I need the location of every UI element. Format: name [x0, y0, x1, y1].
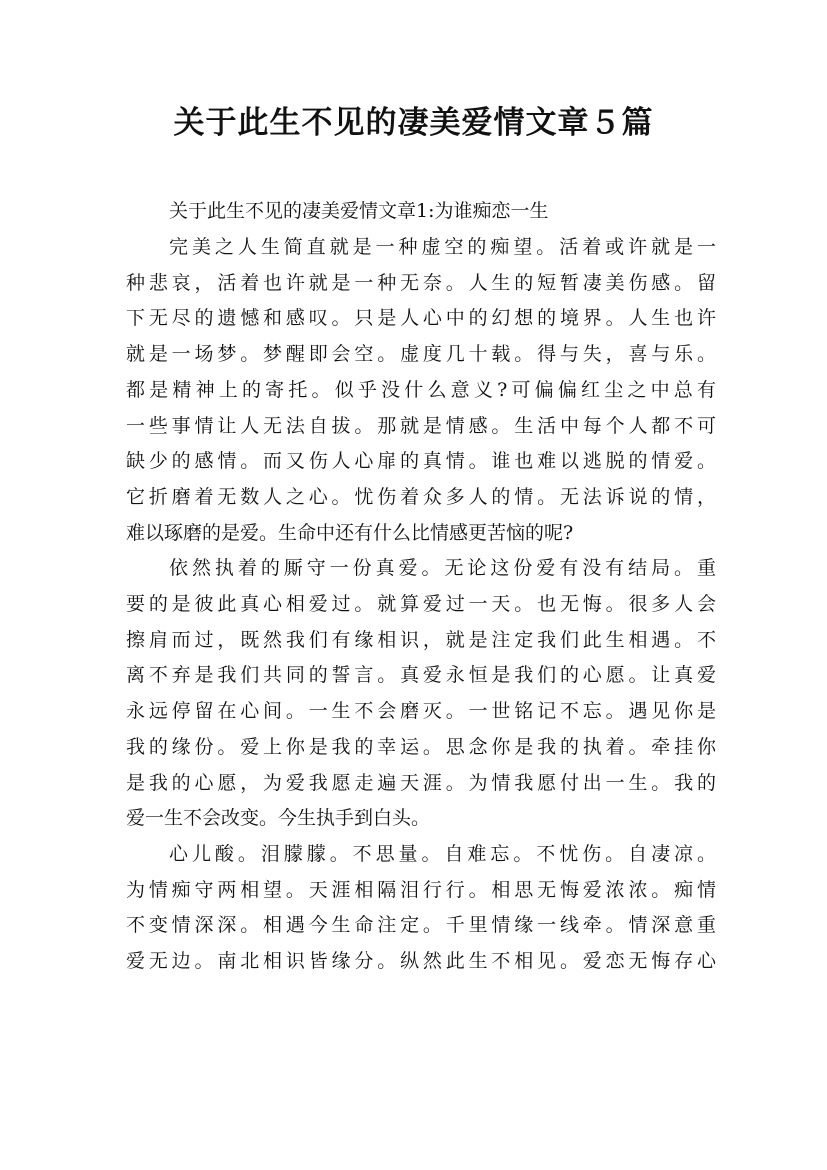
paragraph-line: 擦肩而过，既然我们有缘相识，就是注定我们此生相遇。不: [126, 628, 716, 651]
paragraph-line: 我的缘份。爱上你是我的幸运。思念你是我的执着。牵挂你: [126, 735, 716, 758]
document-body: [126, 192, 716, 980]
paragraph-line: 永远停留在心间。一生不会磨灭。一世铭记不忘。遇见你是: [126, 700, 716, 723]
paragraph-line: 缺少的感情。而又伤人心扉的真情。谁也难以逃脱的情爱。: [126, 450, 716, 473]
paragraph-2: [126, 551, 716, 837]
paragraph-line: 下无尽的遗憾和感叹。只是人心中的幻想的境界。人生也许: [126, 307, 716, 330]
paragraph-line: 依然执着的厮守一份真爱。无论这份爱有没有结局。重: [169, 557, 716, 580]
paragraph-3: [126, 837, 716, 980]
paragraph-line: 爱一生不会改变。今生执手到白头。: [126, 807, 431, 830]
paragraph-line: 它折磨着无数人之心。忧伤着众多人的情。无法诉说的情，: [126, 485, 716, 508]
paragraph-1: [126, 230, 716, 551]
document-title: 关于此生不见的凄美爱情文章５篇: [173, 105, 654, 141]
paragraph-line: 为情痴守两相望。天涯相隔泪行行。相思无悔爱浓浓。痴情: [126, 878, 716, 901]
paragraph-line: 爱无边。南北相识皆缘分。纵然此生不相见。爱恋无悔存心: [126, 950, 716, 973]
paragraph-line: 难以琢磨的是爱。生命中还有什么比情感更苦恼的呢?: [126, 521, 574, 544]
paragraph-line: 要的是彼此真心相爱过。就算爱过一天。也无悔。很多人会: [126, 593, 716, 616]
paragraph-line: 一些事情让人无法自拔。那就是情感。生活中每个人都不可: [126, 414, 716, 437]
paragraph-line: 是我的心愿，为爱我愿走遍天涯。为情我愿付出一生。我的: [126, 771, 716, 794]
paragraph-line: 不变情深深。相遇今生命注定。千里情缘一线牵。情深意重: [126, 914, 716, 937]
paragraph-line: 就是一场梦。梦醒即会空。虚度几十载。得与失，喜与乐。: [126, 343, 716, 366]
paragraph-line: 都是精神上的寄托。似乎没什么意义?可偏偏红尘之中总有: [126, 378, 716, 401]
paragraph-line: 种悲哀，活着也许就是一种无奈。人生的短暂凄美伤感。留: [126, 271, 716, 294]
paragraph-line: 离不弃是我们共同的誓言。真爱永恒是我们的心愿。让真爱: [126, 664, 716, 687]
article-subheading: 关于此生不见的凄美爱情文章1:为谁痴恋一生: [169, 200, 549, 222]
paragraph-line: 完美之人生简直就是一种虚空的痴望。活着或许就是一: [169, 236, 716, 258]
paragraph-line: 心儿酸。泪朦朦。不思量。自难忘。不忧伤。自凄凉。: [169, 842, 716, 865]
